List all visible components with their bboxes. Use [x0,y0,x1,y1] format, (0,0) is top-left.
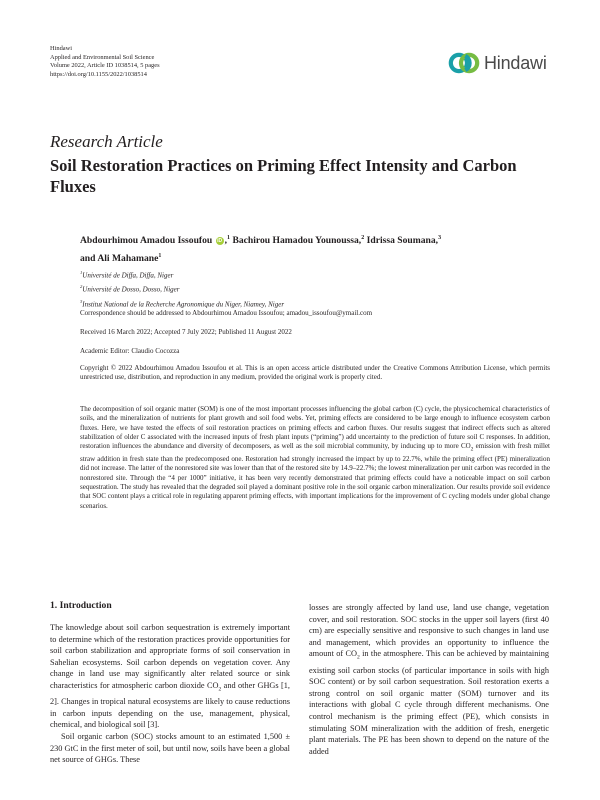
author-name: and Ali Mahamane [80,252,159,264]
subscript: 2 [470,446,474,453]
paper-title: Soil Restoration Practices on Priming Effect Intensity and Carbon Fluxes [50,156,517,196]
paragraph-text: The knowledge about soil carbon sequestration is extremely important to determine which of the restoration practices provide opportunities for soil carbon stabilization and appropriate forms of soil conservation in Sahelian ecosystems. Soil carbon depends on vegetation cover. Any change in land use may significantly alter related source or sink characteristics for atmospheric carbon dioxide CO [50,623,290,690]
affiliation-text: Institut National de la Recherche Agronomique du Niger, Niamey, Niger [82,299,285,308]
paragraph-text: and other GHGs [1, 2]. Changes in tropical natural ecosystems are likely to cause reductions in carbon inputs depending on the use, management, physical, chemical, and biological soil [3]. [50,680,291,730]
author-sup: 1 [227,235,231,241]
author-name: Bachirou Hamadou Younoussa, [232,235,362,247]
paragraph-text: in the atmosphere. This can be achieved by maintaining existing soil carbon stocks (of particular importance in soils with high SOC content) or by soil carbon sequestration. Soil restoration exerts a strong control on soil organic matter (SOM) turnover and its interactions with global C cycle through different mechanisms. One control mechanism is the priming effect (PE), which consists in stimulating SOM mineralization with the addition of fresh, energetic plant materials. The PE has been shown to depend on the nature of the added [309,649,549,756]
paragraph [50,622,290,731]
publisher-name: Hindawi [50,45,73,52]
affiliation-item [80,296,284,310]
volume-info: Volume 2022, Article ID 1038514, 5 pages [50,62,160,70]
affiliation-text: Université de Dosso, Dosso, Niger [82,285,180,294]
subscript: 2 [356,655,360,662]
doi-link[interactable]: https://doi.org/10.1155/2022/1038514 [50,70,147,78]
paragraph [309,602,549,757]
subscript: 2 [218,686,222,693]
author-name: Idrissa Soumana, [366,235,439,247]
affiliation-sup: 3 [80,298,83,304]
article-type: Research Article [50,132,163,151]
hindawi-interlocking-rings-icon [447,46,481,80]
author-sup: 1 [158,252,162,259]
publication-dates: Received 16 March 2022; Accepted 7 July 2022; Published 11 August 2022 [80,328,292,336]
abstract [80,405,550,511]
correspondence: Correspondence should be addressed to Abdourhimou Amadou Issoufou; amadou_issoufou@ymail.com [80,309,373,317]
journal-header [50,45,160,79]
logo-text: Hindawi [484,52,547,73]
body-column-right [309,602,549,757]
author-list: Abdourhimou Amadou Issoufou iD ,$^1$ Bachirou Hamadou Younoussa,$^2$ Idrissa Soumana,$^3$ and Ali Mahamane$^1$ [80,235,442,264]
author-sup: 3 [438,235,442,241]
affiliation-item [80,281,284,295]
body-column-left [50,600,290,766]
paragraph: Soil organic carbon (SOC) stocks amount to an estimated 1,500 ± 230 GtC in the first meter of soil, but until now, soils have been a global net source of GHGs. These [50,732,290,765]
paragraph-text: losses are strongly affected by land use, land use change, vegetation cover, and soil restoration. SOC stocks in the upper soil layers (first 40 cm) are especially sensitive and responsive to such changes in land use and management, which provides an opportunity to influence the amount of CO [309,603,549,659]
orcid-icon[interactable]: iD [217,238,223,245]
journal-name: Applied and Environmental Soil Science [50,53,155,61]
copyright-notice: Copyright © 2022 Abdourhimou Amadou Issoufou et al. This is an open access article distributed under the Creative Commons Attribution License, which permits unrestricted use, distribution, and reproduction in any medium, provided the original work is properly cited. [80,364,550,382]
affiliation-sup: 2 [80,284,83,290]
section-heading: 1. Introduction [50,600,112,611]
affiliations [80,267,284,310]
abstract-text: The decomposition of soil organic matter (SOM) is one of the most important processes influencing the global carbon (C) cycle, the physicochemical characteristics of soils, and the mineralization of nutrients for plant growth and soil food webs. Yet, priming effects are considered to be large enough to influence ecosystem carbon fluxes. Here, we have tested the effects of soil restoration practices on priming effects and carbon fluxes. Our results suggest that indirect effects such as altered stabilization of older C associated with the increased inputs of fresh plant inputs (“priming”) add uncertainty to the prediction of future soil C responses. In addition, restoration influences the abundance and diversity of decomposers, as well as the soil microbial community, by inducing up to more CO [80,405,550,451]
author-name: Abdourhimou Amadou Issoufou [80,235,213,247]
hindawi-logo[interactable] [447,46,547,80]
author-sup: 2 [361,235,365,241]
affiliation-text: Université de Diffa, Diffa, Niger [82,271,174,280]
abstract-text: emission with fresh millet straw addition in fresh state than the predecomposed one. Restoration had strongly increased the impact by up to 22.7%, while the priming effect (PE) mineralization did not increase. The latter of the nonrestored site was lower than that of the restored site by 14.9–22.7%; the lowest mineralization per unit carbon was recorded in the nonrestored site. Through the “4 per 1000” initiative, it has been very recently demonstrated that priming effects could have a noticeable impact on soil carbon sequestration. The study has revealed that the degraded soil played a dominant positive role in the soil organic carbon mineralization. Our results provide soil evidence that SOC content plays a critical role in regulating apparent priming effects, with important implications for the improvement of C cycling models under global change scenarios. [80,442,550,510]
affiliation-sup: 1 [80,270,83,275]
affiliation-item [80,267,284,281]
academic-editor: Academic Editor: Claudio Cocozza [80,347,180,355]
